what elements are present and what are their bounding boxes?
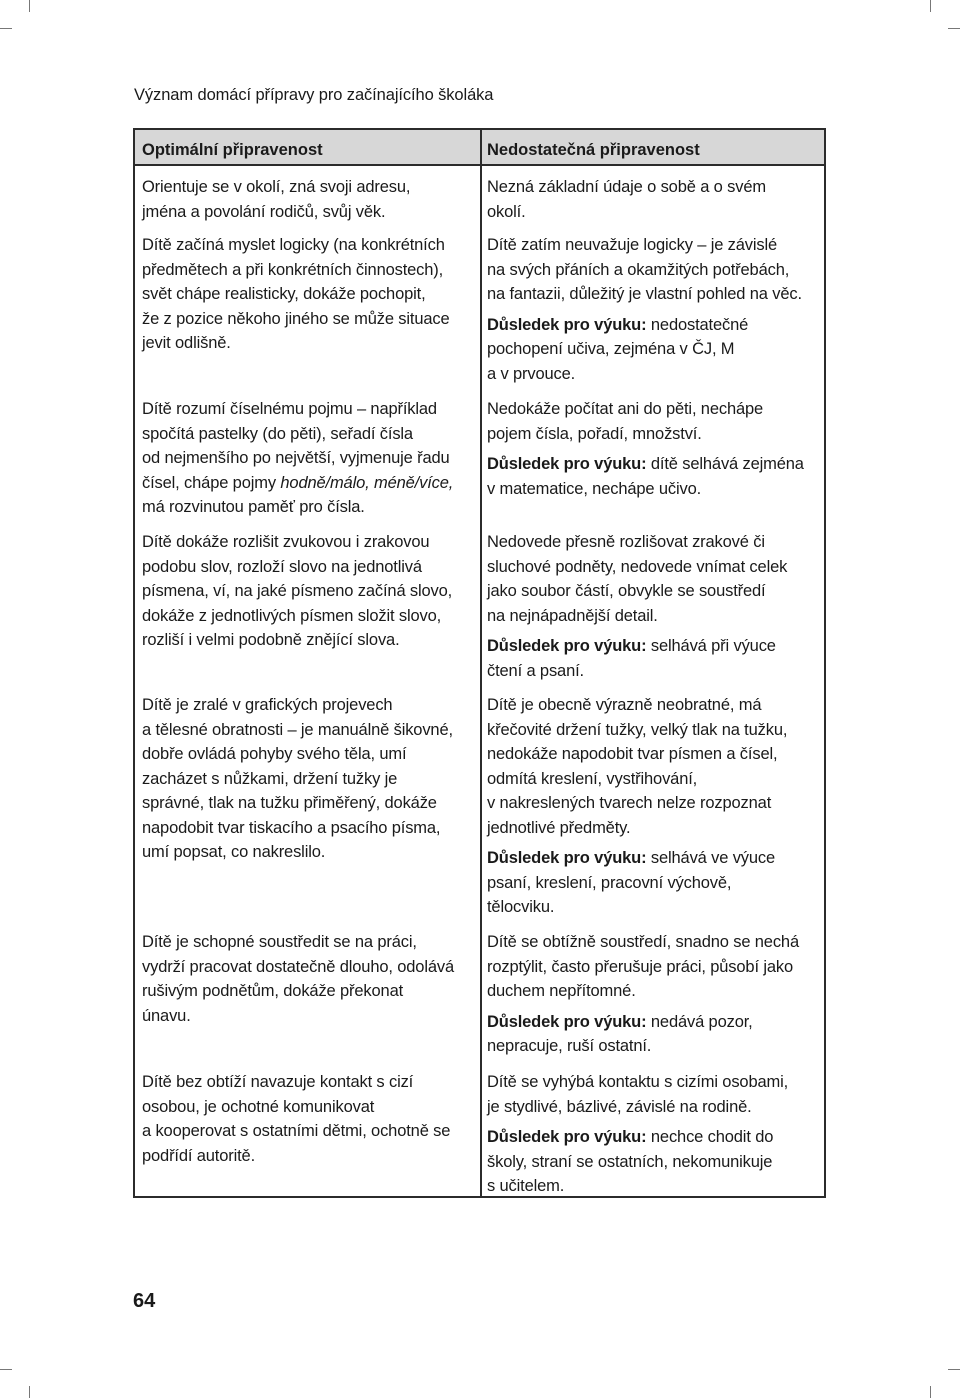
text-line: okolí. — [487, 202, 526, 221]
cell-insufficient — [487, 397, 804, 501]
crop-mark — [930, 1386, 931, 1398]
crop-mark — [930, 0, 931, 12]
consequence-text: selhává při výuce — [646, 637, 776, 655]
text-line: jevit odlišně. — [142, 334, 231, 352]
consequence-text: nechce chodit do — [646, 1128, 774, 1146]
consequence-line — [487, 313, 802, 338]
text-line: čtení a psaní. — [487, 661, 584, 680]
text-line: Dítě rozumí číselnému pojmu – například — [142, 400, 437, 418]
consequence-text: nedává pozor, — [646, 1012, 753, 1031]
header-optimal: Optimální připravenost — [142, 141, 323, 159]
cell-optimal — [142, 530, 452, 653]
cell-insufficient — [487, 693, 787, 920]
text-line: Dítě začíná myslet logicky (na konkrétních — [142, 236, 445, 254]
crop-mark — [29, 0, 30, 12]
column-divider — [480, 130, 482, 1196]
crop-mark — [0, 1369, 12, 1370]
text-line: na fantazii, důležitý je vlastní pohled na věc. — [487, 285, 802, 303]
text-line: rušivým podnětům, dokáže překonat — [142, 982, 404, 1000]
text-line: Dítě je obecně výrazně neobratné, má — [487, 696, 762, 714]
text-line: odmítá kreslení, vystřihování, — [487, 769, 698, 788]
text-line: a kooperovat s ostatními dětmi, ochotně se — [142, 1122, 451, 1140]
text-line: písmena, ví, na jaké písmeno začíná slovo, — [142, 582, 453, 600]
text-line: osobou, je ochotné komunikovat — [142, 1097, 375, 1116]
text-line: napodobit tvar tiskacího a psacího písma, — [142, 818, 441, 837]
text-line: rozliší i velmi podobně znějící slova. — [142, 631, 400, 649]
consequence-text: selhává ve výuce — [646, 849, 776, 867]
cell-optimal — [142, 1070, 450, 1168]
text-line: spočítá pastelky (do pěti), seřadí čísla — [142, 424, 413, 443]
text-line: má rozvinutou paměť pro čísla. — [142, 498, 365, 516]
text-line: dokáže z jednotlivých písmen složit slovo, — [142, 606, 442, 625]
text-line: zacházet s nůžkami, držení tužky je — [142, 769, 398, 788]
text-line: vydrží pracovat dostatečně dlouho, odolává — [142, 957, 454, 976]
consequence-text: dítě selhává zejména — [646, 455, 804, 473]
text-line: duchem nepřítomné. — [487, 982, 636, 1000]
text-line: v nakreslených tvarech nelze rozpoznat — [487, 794, 772, 812]
text-line: psaní, kreslení, pracovní výchově, — [487, 873, 732, 892]
cell-optimal — [142, 397, 453, 520]
consequence-label: Důsledek pro výuku: — [487, 637, 647, 655]
text-line: je stydlivé, bázlivé, závislé na rodině. — [487, 1097, 752, 1116]
cell-insufficient — [487, 1070, 788, 1199]
text-line: s učitelem. — [487, 1177, 565, 1195]
text-line — [142, 471, 453, 496]
text-line: Dítě se obtížně soustředí, snadno se nechá — [487, 933, 799, 951]
running-header: Význam domácí přípravy pro začínajícího školáka — [134, 86, 494, 104]
cell-insufficient — [487, 233, 802, 386]
text-line: a tělesné obratnosti – je manuálně šikovné, — [142, 720, 453, 739]
text-line: že z pozice někoho jiného se může situace — [142, 309, 450, 328]
cell-optimal — [142, 175, 410, 224]
cell-optimal — [142, 693, 453, 865]
text-line: správné, tlak na tužku přiměřený, dokáže — [142, 794, 437, 812]
text-line: pojem čísla, pořadí, množství. — [487, 424, 702, 443]
consequence-line — [487, 846, 787, 871]
cell-insufficient — [487, 175, 766, 224]
text-line: a v prvouce. — [487, 364, 576, 383]
text-line: předmětech a při konkrétních činnostech), — [142, 260, 444, 279]
text-line: sluchové podněty, nedovede vnímat celek — [487, 557, 788, 576]
italic-term: hodně/málo, méně/více, — [280, 473, 454, 492]
text-span: čísel, chápe pojmy — [142, 473, 281, 492]
crop-mark — [948, 1369, 960, 1370]
text-line: na nejnápadnější detail. — [487, 606, 658, 625]
page-number: 64 — [133, 1290, 156, 1312]
text-line: nedokáže napodobit tvar písmen a čísel, — [487, 745, 778, 763]
text-line: Orientuje se v okolí, zná svoji adresu, — [142, 178, 411, 196]
text-line: umí popsat, co nakreslilo. — [142, 843, 326, 861]
text-line: Dítě se vyhýbá kontaktu s cizími osobami, — [487, 1073, 789, 1091]
text-line: Dítě zatím neuvažuje logicky – je závislé — [487, 236, 778, 254]
consequence-label: Důsledek pro výuku: — [487, 849, 647, 867]
text-line: křečovité držení tužky, velký tlak na tužku, — [487, 720, 788, 739]
text-line: pochopení učiva, zejména v ČJ, M — [487, 340, 735, 358]
text-line: v matematice, nechápe učivo. — [487, 479, 702, 498]
text-line: jména a povolání rodičů, svůj věk. — [142, 202, 386, 221]
text-line: svět chápe realisticky, dokáže pochopit, — [142, 285, 426, 303]
text-line: Nedovede přesně rozlišovat zrakové či — [487, 533, 765, 551]
text-line: únavu. — [142, 1006, 191, 1025]
comparison-table — [133, 128, 826, 1198]
text-line: školy, straní se ostatních, nekomunikuje — [487, 1152, 773, 1171]
text-line: od nejmenšího po největší, vyjmenuje řadu — [142, 449, 450, 467]
text-line: rozptýlit, často přerušuje práci, působí jako — [487, 957, 793, 976]
crop-mark — [948, 28, 960, 29]
consequence-line — [487, 452, 804, 477]
consequence-line — [487, 1125, 788, 1150]
text-line: Dítě je zralé v grafických projevech — [142, 696, 393, 714]
crop-mark — [29, 1386, 30, 1398]
text-line: na svých přáních a okamžitých potřebách, — [487, 260, 790, 279]
text-line: tělocviku. — [487, 898, 555, 916]
consequence-line — [487, 1010, 799, 1035]
text-line: Dítě je schopné soustředit se na práci, — [142, 933, 417, 951]
consequence-label: Důsledek pro výuku: — [487, 455, 647, 473]
cell-optimal — [142, 233, 450, 356]
text-line: Dítě dokáže rozlišit zvukovou i zrakovou — [142, 533, 430, 551]
consequence-line — [487, 634, 787, 659]
text-line: Nezná základní údaje o sobě a o svém — [487, 178, 766, 196]
text-line: podřídí autoritě. — [142, 1146, 256, 1165]
header-insufficient: Nedostatečná připravenost — [487, 141, 700, 159]
consequence-label: Důsledek pro výuku: — [487, 1012, 647, 1031]
text-line: nepracuje, ruší ostatní. — [487, 1037, 652, 1055]
consequence-text: nedostatečné — [646, 315, 749, 334]
text-line: Nedokáže počítat ani do pěti, nechápe — [487, 400, 764, 418]
cell-optimal — [142, 930, 454, 1028]
crop-mark — [0, 28, 12, 29]
cell-insufficient — [487, 530, 787, 683]
cell-insufficient — [487, 930, 799, 1059]
text-line: jednotlivé předměty. — [487, 818, 631, 837]
consequence-label: Důsledek pro výuku: — [487, 1128, 647, 1146]
text-line: Dítě bez obtíží navazuje kontakt s cizí — [142, 1073, 414, 1091]
text-line: podobu slov, rozloží slovo na jednotlivá — [142, 557, 422, 576]
text-line: dobře ovládá pohyby svého těla, umí — [142, 745, 407, 763]
text-line: jako soubor částí, obvykle se soustředí — [487, 582, 766, 600]
consequence-label: Důsledek pro výuku: — [487, 315, 647, 334]
